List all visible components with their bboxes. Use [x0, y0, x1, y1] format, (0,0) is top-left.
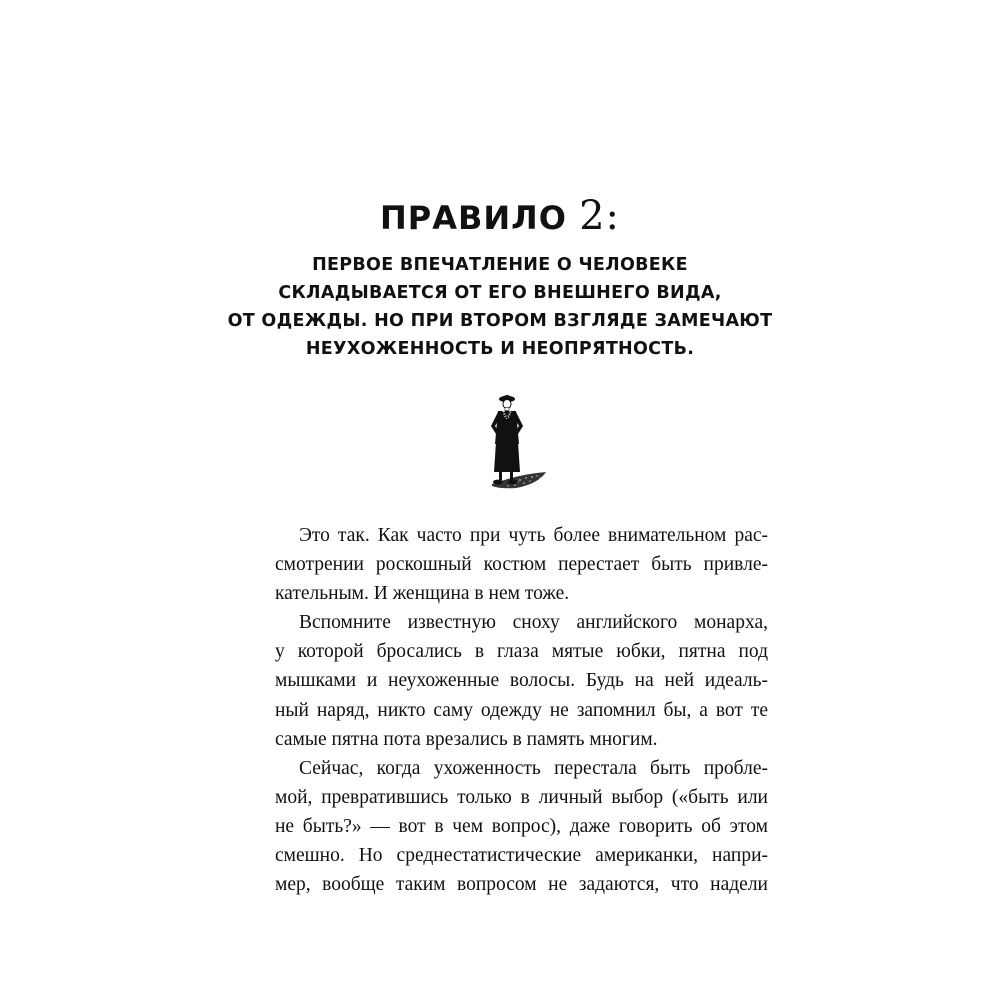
text-line: смотрении роскошный костюм перестает быть привле- — [275, 554, 768, 576]
text-line: ный наряд, никто саму одежду не запомнил бы, а вот те — [275, 699, 768, 721]
text-line: Вспомните известную сноху английского монарха, — [299, 612, 768, 634]
text-line: Это так. Как часто при чуть более внимательном рас- — [299, 525, 768, 546]
chapter-title-number: 2: — [579, 193, 621, 239]
text-line: кательным. И женщина в нем тоже. — [275, 583, 570, 605]
subtitle-line: НЕУХОЖЕННОСТЬ И НЕОПРЯТНОСТЬ. — [305, 339, 695, 359]
text-line: мер, вообще таким вопросом не задаются, что надели — [275, 874, 768, 896]
text-line: не быть?» — вот в чем вопрос), даже говорить об этом — [275, 815, 768, 837]
chapter-title — [0, 192, 1000, 242]
subtitle-line: ПЕРВОЕ ВПЕЧАТЛЕНИЕ О ЧЕЛОВЕКЕ — [312, 255, 688, 275]
text-line: Сейчас, когда ухоженность перестала быть пробле- — [299, 757, 768, 779]
subtitle-line: СКЛАДЫВАЕТСЯ ОТ ЕГО ВНЕШНЕГО ВИДА, — [278, 283, 722, 303]
chapter-title-word: ПРАВИЛО — [379, 199, 567, 237]
text-line: мышками и неухоженные волосы. Будь на ней идеаль- — [275, 670, 768, 692]
body-text — [275, 521, 768, 899]
text-line: смешно. Но среднестатистические американки, напри- — [275, 845, 768, 867]
subtitle-line: ОТ ОДЕЖДЫ. НО ПРИ ВТОРОМ ВЗГЛЯДЕ ЗАМЕЧАЮТ — [227, 311, 773, 331]
text-line: у которой бросались в глаза мятые юбки, пятна под — [275, 641, 768, 663]
standing-woman-silhouette-icon — [480, 392, 550, 492]
text-line: мой, превратившись только в личный выбор («быть или — [275, 786, 768, 808]
text-line: самые пятна пота врезались в память многим. — [275, 728, 658, 750]
chapter-subtitle — [0, 251, 1000, 363]
